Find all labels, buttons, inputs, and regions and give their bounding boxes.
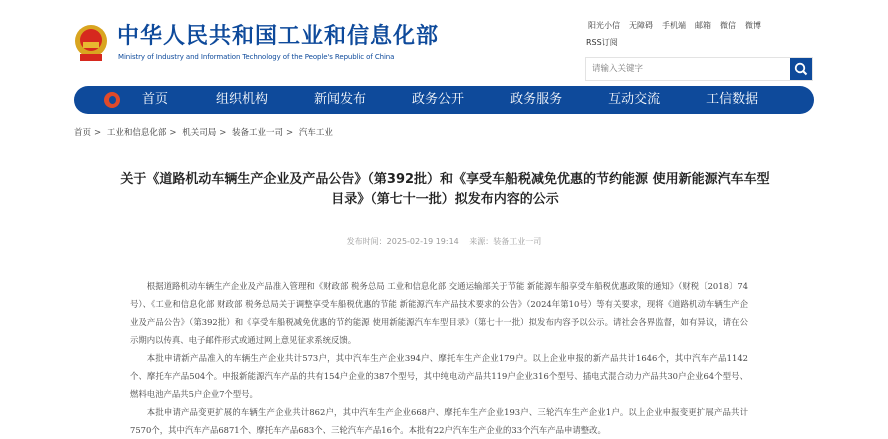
breadcrumb-equipment-dept[interactable]: 装备工业一司 [232, 128, 284, 138]
breadcrumb [74, 127, 333, 139]
site-title: 中华人民共和国工业和信息化部 [117, 24, 440, 49]
nav-government-affairs[interactable]: 政务公开 [412, 92, 465, 107]
rss-link[interactable]: RSS订阅 [586, 38, 618, 47]
nav-interaction[interactable]: 互动交流 [608, 92, 661, 107]
search-button[interactable] [790, 58, 812, 80]
breadcrumb-separator: > [94, 128, 102, 138]
breadcrumb-auto-industry[interactable]: 汽车工业 [298, 128, 333, 138]
top-links [588, 20, 761, 31]
article-body [130, 277, 748, 439]
national-emblem-logo [74, 24, 108, 62]
link-mobile[interactable]: 手机端 [662, 21, 686, 30]
breadcrumb-miit[interactable]: 工业和信息化部 [106, 128, 167, 138]
main-nav [74, 86, 814, 114]
nav-organization[interactable]: 组织机构 [216, 92, 269, 107]
breadcrumb-separator: > [286, 128, 294, 138]
link-mail[interactable]: 邮箱 [695, 21, 711, 30]
nav-news[interactable]: 新闻发布 [314, 92, 367, 107]
nav-data[interactable]: 工信数据 [706, 92, 759, 107]
paragraph: 根据道路机动车辆生产企业及产品准入管理和《财政部 税务总局 工业和信息化部 交通运输部关于节能 新能源车船享受车船税优惠政策的通知》（财税〔2018〕74号）、《工业和信息化部 财政部 税务总局关于调整享受车船税优惠的节能 新能源汽车产品技术要求的公告》（2024年第10号）等有关要求，现将《道路机动车辆生产企业及产品公告》（第392批）和《享受车船税减免优惠的节约能源 使用新能源汽车车型目录》（第七十一批）拟发布内容予以公示。请社会各界监督，如有异议，请在公示期内以传真、电子邮件形式或通过网上意见征求系统反馈。 [130, 281, 748, 345]
breadcrumb-home[interactable]: 首页 [74, 128, 92, 138]
article-meta: 发布时间：2025-02-19 19:14 来源：装备工业一司 [346, 237, 542, 246]
search-input[interactable] [586, 58, 790, 80]
link-sunshine[interactable]: 阳光小信 [588, 21, 620, 30]
nav-services[interactable]: 政务服务 [510, 92, 563, 107]
breadcrumb-separator: > [169, 128, 177, 138]
link-wechat[interactable]: 微信 [720, 21, 736, 30]
site-subtitle: Ministry of Industry and Information Technology of the People's Republic of China [118, 53, 395, 61]
article-title: 关于《道路机动车辆生产企业及产品公告》（第392批）和《享受车船税减免优惠的节约能源 使用新能源汽车车型目录》（第七十一批）拟发布内容的公示 [120, 172, 770, 207]
nav-home[interactable]: 首页 [142, 92, 169, 107]
link-weibo[interactable]: 微博 [745, 21, 761, 30]
nav-logo-icon [104, 92, 120, 108]
site-brand [117, 24, 439, 62]
breadcrumb-departments[interactable]: 机关司局 [182, 128, 217, 138]
paragraph: 本批申请新产品准入的车辆生产企业共计573户，其中汽车生产企业394户、摩托车生产企业179户。以上企业申报的新产品共计1646个，其中汽车产品1142个、摩托车产品504个。申报新能源汽车产品的共有154户企业的387个型号，其中纯电动产品共119户企业316个型号、插电式混合动力产品共30户企业64个型号、燃料电池产品共5户企业7个型号。 [130, 353, 748, 399]
breadcrumb-separator: > [219, 128, 227, 138]
search-box [585, 57, 813, 81]
search-icon [794, 62, 808, 76]
link-accessibility[interactable]: 无障碍 [629, 21, 653, 30]
paragraph: 本批申请产品变更扩展的车辆生产企业共计862户，其中汽车生产企业668户、摩托车生产企业193户、三轮汽车生产企业1户。以上企业申报变更扩展产品共计7570个，其中汽车产品6871个、摩托车产品683个、三轮汽车产品16个。本批有22户汽车生产企业的33个汽车产品申请整改。 [130, 407, 748, 435]
